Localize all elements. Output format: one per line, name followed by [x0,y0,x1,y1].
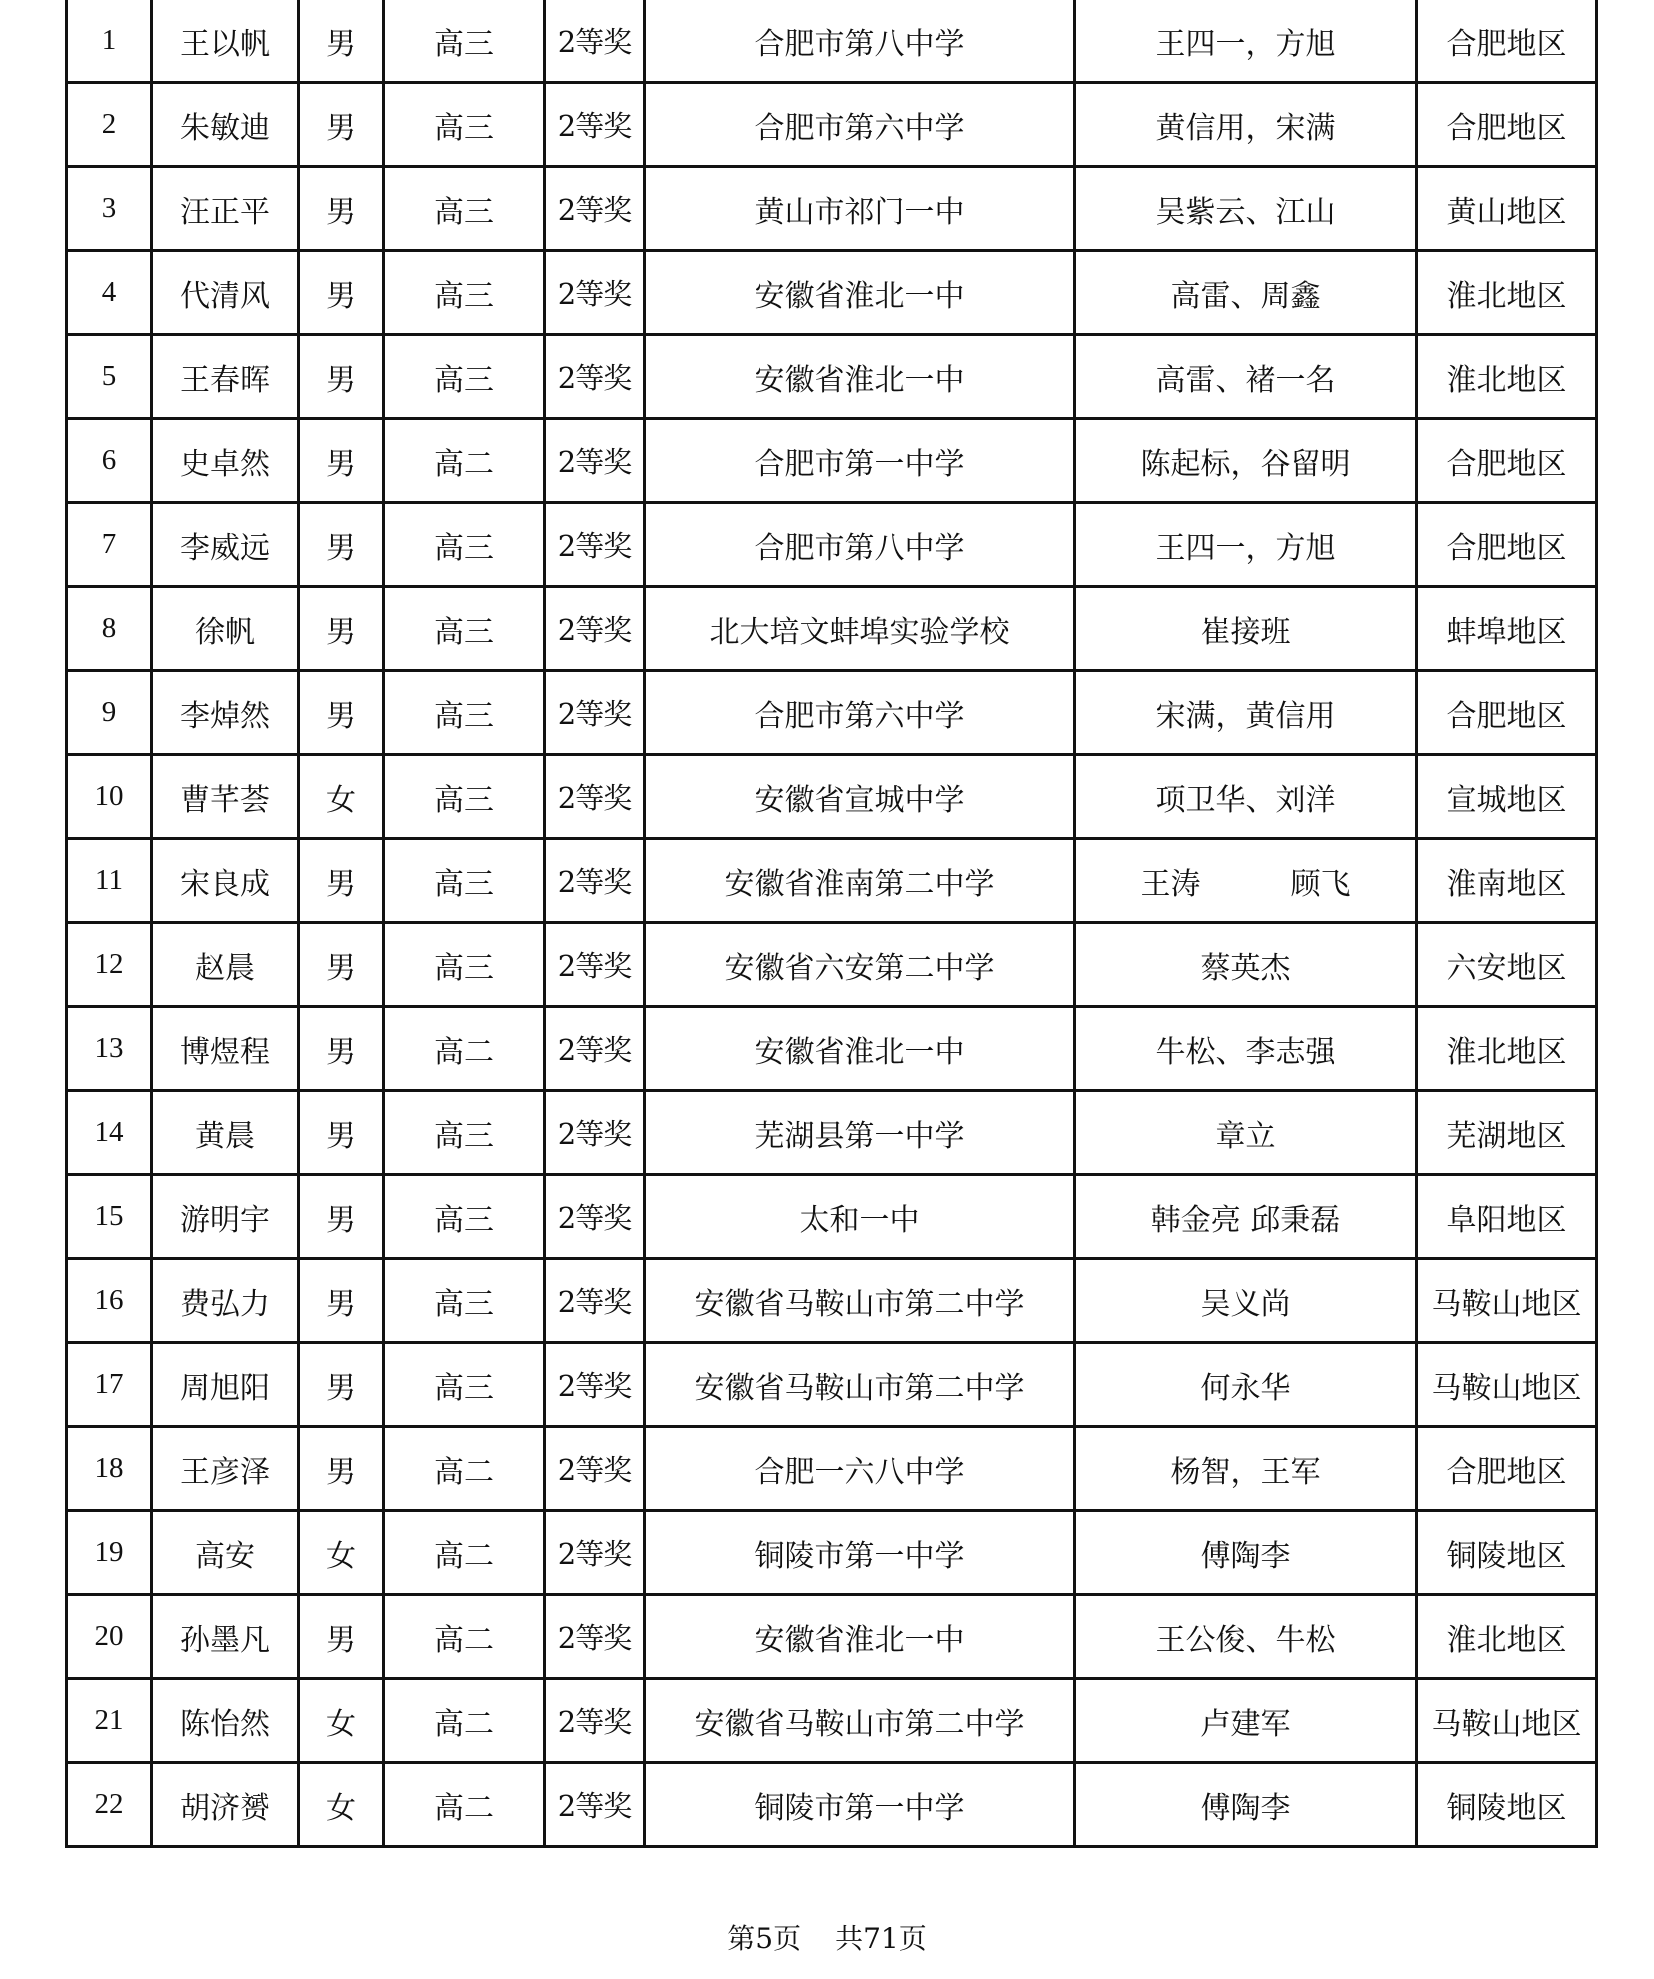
table-row [67,755,1597,839]
student-name-cell: 游明宇 [152,1175,299,1259]
grade-cell: 高三 [384,839,545,923]
table-row [67,839,1597,923]
teachers-cell: 杨智，王军 [1075,1427,1417,1511]
teachers-cell: 王四一，方旭 [1075,503,1417,587]
teachers-cell: 傅陶李 [1075,1763,1417,1847]
award-cell: 2等奖 [545,1427,645,1511]
school-cell: 北大培文蚌埠实验学校 [645,587,1075,671]
student-name-cell: 朱敏迪 [152,83,299,167]
table-row [67,335,1597,419]
row-number-cell: 15 [67,1175,152,1259]
student-name-cell: 宋良成 [152,839,299,923]
row-number-cell: 5 [67,335,152,419]
region-cell: 宣城地区 [1417,755,1597,839]
table-row [67,167,1597,251]
student-name-cell: 高安 [152,1511,299,1595]
row-number-cell: 7 [67,503,152,587]
row-number-cell: 8 [67,587,152,671]
teachers-cell: 崔接班 [1075,587,1417,671]
gender-cell: 男 [299,1427,384,1511]
grade-cell: 高二 [384,1511,545,1595]
grade-cell: 高二 [384,419,545,503]
school-cell: 合肥市第六中学 [645,83,1075,167]
student-name-cell: 汪正平 [152,167,299,251]
gender-cell: 男 [299,83,384,167]
school-cell: 太和一中 [645,1175,1075,1259]
school-cell: 安徽省六安第二中学 [645,923,1075,1007]
table-row [67,1511,1597,1595]
school-cell: 合肥市第六中学 [645,671,1075,755]
table-row [67,0,1597,83]
row-number-cell: 1 [67,0,152,83]
table-row [67,1259,1597,1343]
region-cell: 合肥地区 [1417,419,1597,503]
region-cell: 芜湖地区 [1417,1091,1597,1175]
row-number-cell: 18 [67,1427,152,1511]
gender-cell: 男 [299,1259,384,1343]
student-name-cell: 徐帆 [152,587,299,671]
teachers-cell: 宋满，黄信用 [1075,671,1417,755]
row-number-cell: 3 [67,167,152,251]
student-name-cell: 王春晖 [152,335,299,419]
student-name-cell: 李威远 [152,503,299,587]
row-number-cell: 19 [67,1511,152,1595]
student-name-cell: 王以帆 [152,0,299,83]
school-cell: 铜陵市第一中学 [645,1763,1075,1847]
teachers-cell: 吴紫云、江山 [1075,167,1417,251]
gender-cell: 男 [299,1175,384,1259]
school-cell: 安徽省马鞍山市第二中学 [645,1259,1075,1343]
student-name-cell: 王彦泽 [152,1427,299,1511]
row-number-cell: 17 [67,1343,152,1427]
row-number-cell: 14 [67,1091,152,1175]
gender-cell: 男 [299,671,384,755]
gender-cell: 男 [299,923,384,1007]
gender-cell: 男 [299,1091,384,1175]
row-number-cell: 16 [67,1259,152,1343]
region-cell: 黄山地区 [1417,167,1597,251]
grade-cell: 高三 [384,671,545,755]
table-row [67,587,1597,671]
region-cell: 马鞍山地区 [1417,1679,1597,1763]
table-body [67,0,1597,1847]
grade-cell: 高二 [384,1427,545,1511]
table-row [67,923,1597,1007]
teachers-cell: 黄信用，宋满 [1075,83,1417,167]
teachers-cell: 项卫华、刘洋 [1075,755,1417,839]
school-cell: 黄山市祁门一中 [645,167,1075,251]
award-cell: 2等奖 [545,1763,645,1847]
table-row [67,503,1597,587]
grade-cell: 高二 [384,1595,545,1679]
grade-cell: 高三 [384,1259,545,1343]
school-cell: 安徽省马鞍山市第二中学 [645,1679,1075,1763]
teachers-cell: 高雷、褚一名 [1075,335,1417,419]
table-row [67,1427,1597,1511]
school-cell: 安徽省淮北一中 [645,251,1075,335]
region-cell: 马鞍山地区 [1417,1259,1597,1343]
award-cell: 2等奖 [545,0,645,83]
award-cell: 2等奖 [545,1679,645,1763]
table-row [67,83,1597,167]
grade-cell: 高三 [384,335,545,419]
row-number-cell: 4 [67,251,152,335]
school-cell: 铜陵市第一中学 [645,1511,1075,1595]
grade-cell: 高三 [384,251,545,335]
region-cell: 铜陵地区 [1417,1511,1597,1595]
row-number-cell: 11 [67,839,152,923]
grade-cell: 高三 [384,923,545,1007]
school-cell: 合肥市第八中学 [645,503,1075,587]
teachers-cell: 王四一，方旭 [1075,0,1417,83]
award-cell: 2等奖 [545,1259,645,1343]
grade-cell: 高三 [384,1175,545,1259]
teachers-cell: 高雷、周鑫 [1075,251,1417,335]
teachers-cell: 王涛 顾飞 [1075,839,1417,923]
row-number-cell: 21 [67,1679,152,1763]
gender-cell: 男 [299,251,384,335]
grade-cell: 高二 [384,1007,545,1091]
row-number-cell: 22 [67,1763,152,1847]
school-cell: 合肥市第一中学 [645,419,1075,503]
teachers-cell: 吴义尚 [1075,1259,1417,1343]
region-cell: 铜陵地区 [1417,1763,1597,1847]
award-cell: 2等奖 [545,587,645,671]
table-row [67,1175,1597,1259]
region-cell: 六安地区 [1417,923,1597,1007]
school-cell: 安徽省淮北一中 [645,1595,1075,1679]
student-name-cell: 周旭阳 [152,1343,299,1427]
region-cell: 马鞍山地区 [1417,1343,1597,1427]
teachers-cell: 卢建军 [1075,1679,1417,1763]
teachers-cell: 韩金亮 邱秉磊 [1075,1175,1417,1259]
award-cell: 2等奖 [545,1595,645,1679]
student-name-cell: 黄晨 [152,1091,299,1175]
grade-cell: 高三 [384,755,545,839]
award-cell: 2等奖 [545,167,645,251]
award-cell: 2等奖 [545,419,645,503]
award-cell: 2等奖 [545,251,645,335]
teachers-cell: 蔡英杰 [1075,923,1417,1007]
region-cell: 合肥地区 [1417,671,1597,755]
row-number-cell: 10 [67,755,152,839]
region-cell: 淮北地区 [1417,1595,1597,1679]
gender-cell: 男 [299,1343,384,1427]
student-name-cell: 代清风 [152,251,299,335]
table-row [67,1679,1597,1763]
award-cell: 2等奖 [545,1511,645,1595]
school-cell: 安徽省马鞍山市第二中学 [645,1343,1075,1427]
grade-cell: 高三 [384,1343,545,1427]
region-cell: 淮北地区 [1417,251,1597,335]
student-name-cell: 孙墨凡 [152,1595,299,1679]
grade-cell: 高三 [384,167,545,251]
table-row [67,1007,1597,1091]
row-number-cell: 9 [67,671,152,755]
region-cell: 合肥地区 [1417,1427,1597,1511]
school-cell: 合肥一六八中学 [645,1427,1075,1511]
region-cell: 淮北地区 [1417,1007,1597,1091]
award-cell: 2等奖 [545,1007,645,1091]
grade-cell: 高三 [384,587,545,671]
row-number-cell: 2 [67,83,152,167]
region-cell: 合肥地区 [1417,503,1597,587]
student-name-cell: 李焯然 [152,671,299,755]
gender-cell: 男 [299,335,384,419]
grade-cell: 高二 [384,1679,545,1763]
row-number-cell: 20 [67,1595,152,1679]
grade-cell: 高三 [384,83,545,167]
table-row [67,251,1597,335]
student-name-cell: 陈怡然 [152,1679,299,1763]
student-name-cell: 史卓然 [152,419,299,503]
page-number: 第5页 [727,1922,802,1955]
gender-cell: 男 [299,1595,384,1679]
row-number-cell: 6 [67,419,152,503]
region-cell: 淮北地区 [1417,335,1597,419]
grade-cell: 高三 [384,0,545,83]
award-cell: 2等奖 [545,83,645,167]
award-cell: 2等奖 [545,671,645,755]
gender-cell: 男 [299,419,384,503]
teachers-cell: 傅陶李 [1075,1511,1417,1595]
school-cell: 合肥市第八中学 [645,0,1075,83]
teachers-cell: 章立 [1075,1091,1417,1175]
gender-cell: 男 [299,587,384,671]
region-cell: 淮南地区 [1417,839,1597,923]
table-row [67,1091,1597,1175]
table-row [67,1595,1597,1679]
student-name-cell: 费弘力 [152,1259,299,1343]
school-cell: 安徽省淮北一中 [645,1007,1075,1091]
grade-cell: 高三 [384,1091,545,1175]
student-name-cell: 博煜程 [152,1007,299,1091]
award-table [65,0,1598,1848]
teachers-cell: 牛松、李志强 [1075,1007,1417,1091]
gender-cell: 女 [299,1763,384,1847]
region-cell: 合肥地区 [1417,83,1597,167]
gender-cell: 男 [299,503,384,587]
award-cell: 2等奖 [545,1091,645,1175]
row-number-cell: 12 [67,923,152,1007]
page-footer [0,1917,1654,1957]
student-name-cell: 赵晨 [152,923,299,1007]
table-row [67,1343,1597,1427]
table-row [67,671,1597,755]
student-name-cell: 曹芊荟 [152,755,299,839]
table-row [67,1763,1597,1847]
gender-cell: 女 [299,755,384,839]
school-cell: 安徽省淮南第二中学 [645,839,1075,923]
school-cell: 安徽省淮北一中 [645,335,1075,419]
award-cell: 2等奖 [545,839,645,923]
award-cell: 2等奖 [545,923,645,1007]
award-cell: 2等奖 [545,503,645,587]
region-cell: 合肥地区 [1417,0,1597,83]
gender-cell: 女 [299,1679,384,1763]
row-number-cell: 13 [67,1007,152,1091]
gender-cell: 男 [299,1007,384,1091]
grade-cell: 高二 [384,1763,545,1847]
award-cell: 2等奖 [545,1343,645,1427]
teachers-cell: 王公俊、牛松 [1075,1595,1417,1679]
page-total: 共71页 [835,1922,927,1955]
school-cell: 芜湖县第一中学 [645,1091,1075,1175]
school-cell: 安徽省宣城中学 [645,755,1075,839]
region-cell: 阜阳地区 [1417,1175,1597,1259]
table-row [67,419,1597,503]
teachers-cell: 何永华 [1075,1343,1417,1427]
award-cell: 2等奖 [545,1175,645,1259]
gender-cell: 男 [299,167,384,251]
gender-cell: 男 [299,0,384,83]
gender-cell: 男 [299,839,384,923]
student-name-cell: 胡济赟 [152,1763,299,1847]
gender-cell: 女 [299,1511,384,1595]
teachers-cell: 陈起标，谷留明 [1075,419,1417,503]
award-cell: 2等奖 [545,755,645,839]
award-cell: 2等奖 [545,335,645,419]
region-cell: 蚌埠地区 [1417,587,1597,671]
grade-cell: 高三 [384,503,545,587]
